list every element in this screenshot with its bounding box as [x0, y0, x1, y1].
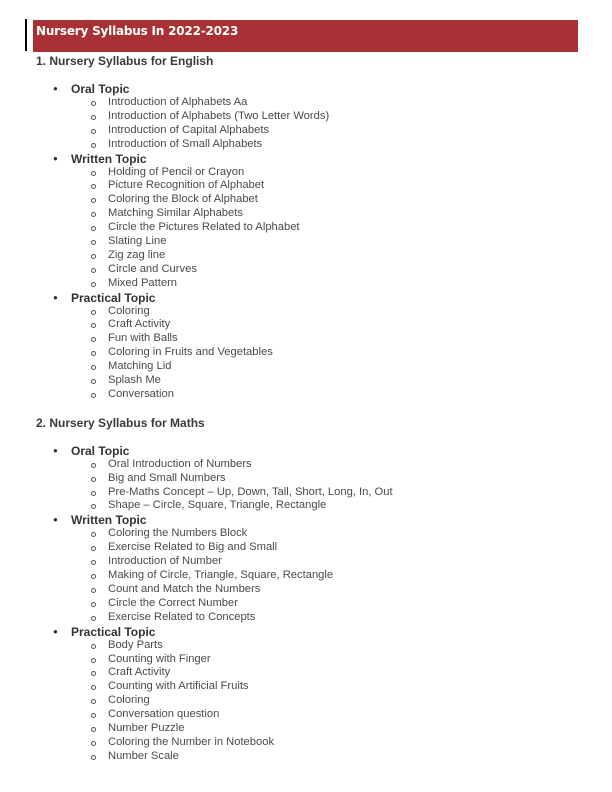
- circle-bullet-icon: [91, 365, 96, 370]
- item-list: [36, 96, 586, 152]
- topic-label: Oral Topic: [71, 443, 130, 458]
- topic-list: [36, 444, 586, 764]
- list-item-text: Oral Introduction of Numbers: [108, 457, 252, 470]
- list-item-text: Conversation question: [108, 708, 220, 721]
- circle-bullet-icon: [91, 504, 96, 509]
- circle-bullet-icon: [91, 741, 96, 746]
- list-item: [36, 458, 586, 472]
- circle-bullet-icon: [91, 351, 96, 356]
- list-item-text: Exercise Related to Big and Small: [108, 541, 278, 554]
- topic-label: Practical Topic: [71, 290, 156, 305]
- item-list: [36, 166, 586, 291]
- circle-bullet-icon: [91, 546, 96, 551]
- list-item-text: Craft Activity: [108, 666, 171, 679]
- circle-bullet-icon: [91, 282, 96, 287]
- list-item-text: Counting with Finger: [108, 652, 211, 665]
- disc-bullet-icon: ●: [53, 626, 58, 636]
- list-item: [36, 235, 586, 249]
- list-item: [36, 708, 586, 722]
- list-item: [36, 166, 586, 180]
- circle-bullet-icon: [91, 115, 96, 120]
- list-item: [36, 110, 586, 124]
- list-item: [36, 96, 586, 110]
- topic-row: [36, 82, 586, 96]
- list-item: [36, 555, 586, 569]
- list-item: [36, 374, 586, 388]
- circle-bullet-icon: [91, 685, 96, 690]
- list-item: [36, 653, 586, 667]
- list-item-text: Circle the Pictures Related to Alphabet: [108, 221, 300, 234]
- topic-item: [36, 82, 586, 152]
- list-item: [36, 277, 586, 291]
- list-item: [36, 527, 586, 541]
- topic-item: [36, 291, 586, 402]
- circle-bullet-icon: [91, 129, 96, 134]
- list-item-text: Circle the Correct Number: [108, 596, 238, 609]
- list-item: [36, 346, 586, 360]
- topic-item: [36, 513, 586, 624]
- circle-bullet-icon: [91, 240, 96, 245]
- disc-bullet-icon: ●: [53, 84, 58, 93]
- circle-bullet-icon: [91, 658, 96, 663]
- list-item-text: Introduction of Number: [108, 555, 222, 568]
- list-item-text: Coloring the Number in Notebook: [108, 735, 275, 748]
- list-item-text: Coloring: [108, 694, 150, 707]
- section-heading: 1. Nursery Syllabus for English: [36, 54, 214, 68]
- circle-bullet-icon: [91, 588, 96, 593]
- list-item: [36, 332, 586, 346]
- circle-bullet-icon: [91, 226, 96, 231]
- circle-bullet-icon: [91, 310, 96, 315]
- topic-item: [36, 444, 586, 514]
- circle-bullet-icon: [91, 101, 96, 106]
- list-item: [36, 750, 586, 764]
- topic-row: [36, 444, 586, 458]
- list-item-text: Shape – Circle, Square, Triangle, Rectangle: [108, 499, 327, 512]
- circle-bullet-icon: [91, 477, 96, 482]
- list-item-text: Count and Match the Numbers: [108, 582, 261, 595]
- circle-bullet-icon: [91, 171, 96, 176]
- circle-bullet-icon: [91, 212, 96, 217]
- list-item-text: Coloring the Block of Alphabet: [108, 193, 258, 206]
- topic-item: [36, 152, 586, 291]
- disc-bullet-icon: ●: [53, 515, 58, 525]
- list-item: [36, 611, 586, 625]
- list-item: [36, 305, 586, 319]
- list-item-text: Introduction of Alphabets Aa: [108, 96, 248, 108]
- list-item-text: Coloring: [108, 304, 150, 317]
- item-list: [36, 458, 586, 514]
- list-item: [36, 694, 586, 708]
- topic-row: [36, 152, 586, 166]
- section-heading: 2. Nursery Syllabus for Maths: [36, 415, 205, 430]
- topic-label: Written Topic: [71, 151, 147, 166]
- list-item: [36, 736, 586, 750]
- list-item-text: Holding of Pencil or Crayon: [108, 165, 245, 178]
- list-item: [36, 583, 586, 597]
- topic-label: Written Topic: [71, 513, 147, 528]
- disc-bullet-icon: ●: [53, 292, 58, 302]
- list-item: [36, 639, 586, 653]
- list-item: [36, 597, 586, 611]
- list-item-text: Circle and Curves: [108, 262, 197, 275]
- list-item: [36, 472, 586, 486]
- list-item-text: Making of Circle, Triangle, Square, Rectangle: [108, 569, 334, 582]
- circle-bullet-icon: [91, 532, 96, 537]
- list-item: [36, 179, 586, 193]
- disc-bullet-icon: ●: [53, 445, 58, 455]
- syllabus-section: [36, 416, 586, 764]
- list-item: [36, 499, 586, 513]
- list-item: [36, 207, 586, 221]
- item-list: [36, 305, 586, 402]
- circle-bullet-icon: [91, 602, 96, 607]
- list-item: [36, 249, 586, 263]
- topic-label: Practical Topic: [71, 624, 156, 639]
- list-item-text: Zig zag line: [108, 248, 166, 261]
- circle-bullet-icon: [91, 491, 96, 496]
- circle-bullet-icon: [91, 337, 96, 342]
- list-item: [36, 193, 586, 207]
- circle-bullet-icon: [91, 463, 96, 468]
- list-item-text: Picture Recognition of Alphabet: [108, 179, 265, 192]
- topic-label: Oral Topic: [71, 82, 130, 96]
- list-item-text: Slating Line: [108, 235, 167, 248]
- circle-bullet-icon: [91, 755, 96, 760]
- list-item: [36, 722, 586, 736]
- list-item: [36, 221, 586, 235]
- circle-bullet-icon: [91, 393, 96, 398]
- text-cursor-bar: [25, 19, 27, 51]
- circle-bullet-icon: [91, 560, 96, 565]
- list-item: [36, 666, 586, 680]
- topic-row: [36, 291, 586, 305]
- page-title: Nursery Syllabus In 2022-2023: [36, 24, 239, 38]
- list-item-text: Coloring the Numbers Block: [108, 527, 248, 540]
- topic-item: [36, 625, 586, 764]
- list-item-text: Number Puzzle: [108, 721, 185, 734]
- list-item-text: Mixed Pattern: [108, 276, 178, 289]
- list-item-text: Matching Lid: [108, 360, 172, 373]
- list-item: [36, 388, 586, 402]
- list-item-text: Pre-Maths Concept – Up, Down, Tall, Short, Long, In, Out: [108, 485, 393, 498]
- topic-row: [36, 625, 586, 639]
- circle-bullet-icon: [91, 574, 96, 579]
- list-item: [36, 541, 586, 555]
- circle-bullet-icon: [91, 727, 96, 732]
- circle-bullet-icon: [91, 198, 96, 203]
- document-body: [36, 54, 586, 764]
- list-item-text: Big and Small Numbers: [108, 471, 226, 484]
- list-item-text: Conversation: [108, 387, 174, 400]
- disc-bullet-icon: ●: [53, 153, 58, 163]
- circle-bullet-icon: [91, 379, 96, 384]
- circle-bullet-icon: [91, 671, 96, 676]
- topic-list: [36, 82, 586, 402]
- list-item: [36, 318, 586, 332]
- circle-bullet-icon: [91, 644, 96, 649]
- list-item-text: Exercise Related to Concepts: [108, 610, 256, 623]
- circle-bullet-icon: [91, 254, 96, 259]
- list-item: [36, 680, 586, 694]
- list-item: [36, 360, 586, 374]
- list-item-text: Matching Similar Alphabets: [108, 207, 243, 220]
- circle-bullet-icon: [91, 616, 96, 621]
- circle-bullet-icon: [91, 323, 96, 328]
- circle-bullet-icon: [91, 268, 96, 273]
- list-item-text: Body Parts: [108, 638, 163, 651]
- list-item-text: Coloring in Fruits and Vegetables: [108, 346, 273, 359]
- item-list: [36, 639, 586, 764]
- list-item-text: Number Scale: [108, 749, 179, 762]
- syllabus-section: [36, 54, 586, 402]
- list-item: [36, 138, 586, 152]
- list-item: [36, 569, 586, 583]
- circle-bullet-icon: [91, 713, 96, 718]
- list-item-text: Craft Activity: [108, 318, 171, 331]
- circle-bullet-icon: [91, 699, 96, 704]
- list-item-text: Splash Me: [108, 374, 161, 387]
- title-banner: [33, 20, 578, 52]
- list-item-text: Fun with Balls: [108, 332, 178, 345]
- list-item-text: Introduction of Alphabets (Two Letter Words): [108, 109, 330, 122]
- list-item-text: Introduction of Small Alphabets: [108, 137, 263, 150]
- list-item: [36, 263, 586, 277]
- list-item: [36, 486, 586, 500]
- circle-bullet-icon: [91, 184, 96, 189]
- list-item-text: Counting with Artificial Fruits: [108, 680, 249, 693]
- list-item: [36, 124, 586, 138]
- list-item-text: Introduction of Capital Alphabets: [108, 123, 270, 136]
- item-list: [36, 527, 586, 624]
- circle-bullet-icon: [91, 143, 96, 148]
- topic-row: [36, 513, 586, 527]
